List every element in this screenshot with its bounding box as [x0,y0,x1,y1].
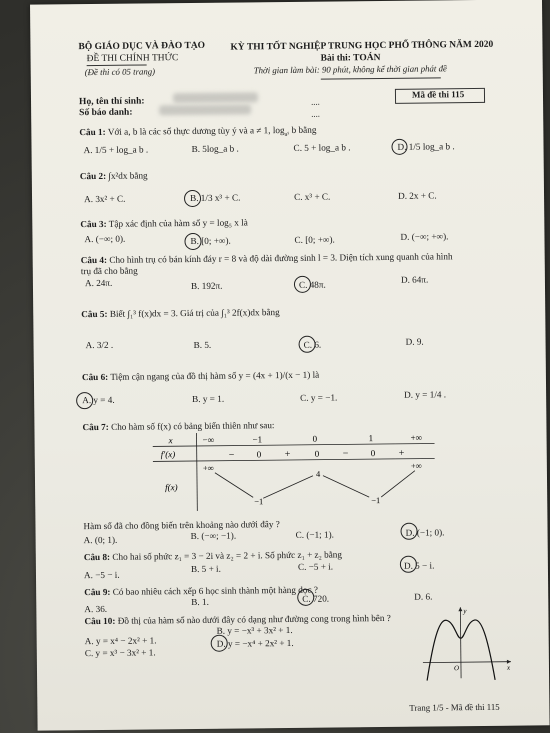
answer-mark-q4 [294,276,311,293]
q1-opt-c: C. 5 + log_a b . [293,142,351,153]
vt-sign-4: − [342,448,349,460]
q9-opt-b: B. 1. [191,596,209,608]
q3-stem: Tập xác định của hàm số y = log₅ x là [108,217,248,229]
vt-sign-2: + [284,448,291,461]
q4-opt-d: D. 64π. [400,274,429,285]
q10-opt-b: B. y = −x³ + 3x² + 1. [216,624,293,636]
vt-f-0: +∞ [202,462,214,473]
q10-opt-c: C. y = x³ − 3x² + 1. [84,647,156,659]
q4-opt-c: C. 48π. [298,279,326,290]
q1-stem: Với a, b là các số thực dương tùy ý và a ≠ 1, log [107,125,285,137]
q3-num: Câu 3: [80,218,107,230]
q9-num: Câu 9: [84,586,111,598]
exam-code: Mã đề thi 115 [411,89,465,100]
vt-arrow-2 [263,476,313,499]
q2-opt-c: C. x³ + C. [293,191,331,202]
graph-x-label: x [506,663,511,672]
question-6 [82,370,319,382]
pages-note: (Đề thi có 05 trang) [84,66,156,78]
q1-opt-d: D. 1/5 log_a b . [397,141,455,152]
vt-f-3: −1 [371,495,381,506]
q4-opt-b: B. 192π. [190,280,223,292]
q7-opt-c: C. (−1; 1). [295,529,334,540]
q1-sub: a⁵ [284,131,290,138]
vt-sign-1: 0 [256,449,262,460]
question-1 [79,125,316,140]
q7-stem: Cho hàm số f(x) có bảng biến thiên như sau: [110,420,275,432]
answer-mark-q8 [400,556,417,573]
q1-num: Câu 1: [79,126,106,138]
answer-mark-q7 [400,523,417,540]
question-7 [82,420,274,432]
q8-num: Câu 8: [83,551,111,563]
q10-curve-graph [418,604,515,683]
q8-opt-c: C. −5 + i. [297,561,334,572]
time-underline [321,77,441,79]
variation-table [153,430,436,511]
vt-x-1: −1 [252,434,263,445]
q2-stem: ∫x²dx bằng [108,170,148,181]
vt-f-4: +∞ [410,460,422,471]
name-label: Họ, tên thí sinh: [78,96,145,108]
q10-stem: Đồ thị của hàm số nào dưới đây có dạng như đường cong trong hình bên ? [117,612,391,626]
q5-num: Câu 5: [81,308,108,320]
id-label: Số báo danh: [79,107,133,119]
q7-stem2: Hàm số đã cho đồng biến trên khoảng nào dưới đây ? [83,519,280,532]
q9-opt-a: A. 36. [84,603,108,615]
vt-arrow-3 [323,475,369,497]
question-9 [84,585,318,597]
vt-fp-label: f′(x) [160,449,176,460]
q3-opt-a: A. (−∞; 0). [84,233,126,245]
q1-opt-b: B. 5log_a b . [191,143,239,154]
exam-title: KỲ THI TỐT NGHIỆP TRUNG HỌC PHỔ THÔNG NĂM 2020 [230,39,494,53]
dots-name: .... [310,96,320,107]
q6-opt-a: A. y = 4. [82,394,115,406]
answer-mark-q3 [184,233,201,250]
exam-paper [30,0,550,731]
question-8 [84,549,342,562]
vt-x-3: 1 [368,433,374,444]
q6-opt-b: B. y = 1. [192,393,225,405]
q2-opt-d: D. 2x + C. [397,190,437,201]
vt-x-label: x [168,435,173,446]
answer-mark-q1 [391,139,407,155]
question-3 [80,217,248,229]
time-note: Thời gian làm bài: 90 phút, không kể thời gian phát đề [253,63,447,76]
vt-sign-0: − [228,449,235,461]
q4-num: Câu 4: [80,254,108,266]
vt-f-1: −1 [254,496,264,507]
official-label: ĐỀ THI CHÍNH THỨC [86,53,179,65]
exam-code-box [395,88,485,104]
q2-num: Câu 2: [79,170,107,182]
dots-id: .... [311,108,321,119]
ministry-title: BỘ GIÁO DỤC VÀ ĐÀO TẠO [78,40,206,53]
vt-sign-5: 0 [370,448,376,459]
q8-opt-d: D. 5 − i. [403,560,435,571]
subject-label: Bài thi: TOÁN [320,53,381,64]
question-10 [84,613,390,626]
q9-opt-c: C. 720. [302,593,330,604]
answer-mark-q6 [76,392,93,409]
q5-opt-b: B. 5. [193,339,212,350]
q4-stem: Cho hình trụ có bán kính đáy r = 8 và độ dài đường sinh l = 3. Diện tích xung quanh của hình [109,251,453,265]
graph-x-axis [423,662,511,663]
answer-mark-q10 [211,635,228,652]
q7-opt-d: D. (−1; 0). [405,527,445,538]
q3-opt-d: D. (−∞; +∞). [400,231,449,242]
vt-arrow-1 [215,472,253,497]
q5-stem: Biết ∫₁³ f(x)dx = 3. Giá trị của ∫₁³ 2f(x)dx bằng [109,307,280,319]
q6-opt-c: C. y = −1. [300,392,338,403]
q2-opt-b: B. 1/3 x³ + C. [189,192,241,204]
q1-opt-a: A. 1/5 + log_a b . [83,144,149,156]
q10-opt-a: A. y = x⁴ − 2x² + 1. [84,635,157,647]
q8-opt-a: A. −5 − i. [83,569,120,581]
q5-opt-d: D. 9. [405,336,424,347]
q4-opt-a: A. 24π. [84,277,113,289]
q3-opt-b: B. [0; +∞). [190,235,231,247]
q2-opt-a: A. 3x² + C. [84,193,126,205]
q6-stem: Tiệm cận ngang của đồ thị hàm số y = (4x + 1)/(x − 1) là [110,369,320,382]
vt-arrow-4 [381,471,415,497]
vt-x-4: +∞ [410,432,423,443]
answer-mark-q2 [184,190,201,207]
question-2 [80,170,148,181]
q4-stem2: trụ đã cho bằng [80,265,138,277]
q10-num: Câu 10: [84,615,116,627]
q6-num: Câu 6: [81,371,109,383]
q8-opt-b: B. 5 + i. [190,563,221,575]
graph-y-axis [460,607,461,678]
vt-sign-6: + [398,447,405,459]
q6-opt-d: D. y = 1/4 . [404,389,447,400]
graph-origin-label: O [453,664,460,673]
answer-mark-q9 [297,589,314,606]
vt-f-2: 4 [315,468,321,479]
q7-opt-a: A. (0; 1). [83,534,118,546]
q8-stem: Cho hai số phức z₁ = 3 − 2i và z₂ = 2 + i. Số phức z₁ + z₂ bằng [112,549,343,562]
redacted-id [159,104,251,115]
q9-opt-d: D. 6. [414,591,433,602]
q9-stem: Có bao nhiêu cách xếp 6 học sinh thành một hàng dọc ? [112,584,318,597]
vt-x-0: −∞ [202,434,215,445]
q5-opt-c: C. 6. [303,339,322,350]
graph-y-label: y [463,607,467,616]
q5-opt-a: A. 3/2 . [85,339,114,351]
q3-opt-c: C. [0; +∞). [294,234,335,245]
question-4 [81,251,453,265]
vt-sign-3: 0 [314,448,320,459]
q10-opt-d: D. y = −x⁴ + 2x² + 1. [216,637,294,649]
q7-num: Câu 7: [82,421,109,433]
answer-mark-q5 [298,336,315,353]
vt-x-2: 0 [312,433,318,444]
vt-f-label: f(x) [165,482,178,493]
q1-stem-end: b bằng [289,124,317,135]
page-footer: Trang 1/5 - Mã đề thi 115 [409,701,500,713]
q7-opt-b: B. (−∞; −1). [190,530,237,542]
redacted-name [173,92,258,103]
question-5 [81,307,280,319]
